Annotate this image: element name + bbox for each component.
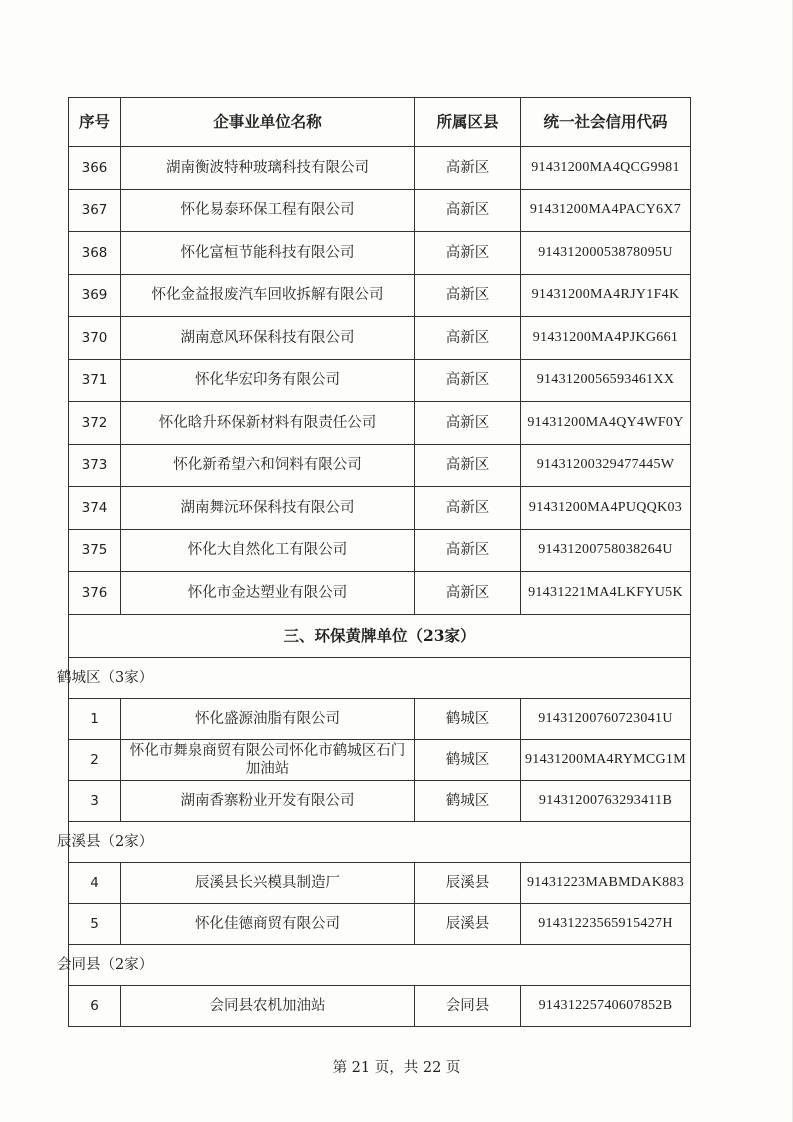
row-code: 91431200MA4PACY6X7 [521,189,691,232]
table-row [69,147,691,190]
row-code: 91431200053878095U [521,232,691,275]
row-district: 辰溪县 [415,862,521,903]
row-name: 湖南舞沅环保科技有限公司 [121,487,415,530]
row-code: 91431223565915427H [521,903,691,944]
table-row [69,232,691,275]
row-code: 91431200760723041U [521,698,691,739]
row-no: 375 [69,529,121,572]
group-label [57,821,691,862]
row-district: 高新区 [415,147,521,190]
row-district: 会同县 [415,985,521,1026]
row-no: 2 [69,739,121,780]
group-label-text: 鹤城区（3家） [57,669,154,686]
row-district: 高新区 [415,232,521,275]
row-code: 91431200MA4PUQQK03 [521,487,691,530]
row-code: 91431200MA4PJKG661 [521,317,691,360]
row-code: 91431200MA4RJY1F4K [521,274,691,317]
row-name: 怀化佳德商贸有限公司 [121,903,415,944]
row-name: 怀化富桓节能科技有限公司 [121,232,415,275]
row-name: 辰溪县长兴模具制造厂 [121,862,415,903]
row-no: 6 [69,985,121,1026]
row-district: 鹤城区 [415,698,521,739]
row-no: 376 [69,572,121,615]
row-district: 高新区 [415,572,521,615]
table-row [69,862,691,903]
table-row [69,487,691,530]
row-name: 怀化市舞泉商贸有限公司怀化市鹤城区石门加油站 [121,739,415,780]
row-name: 会同县农机加油站 [121,985,415,1026]
row-no: 371 [69,359,121,402]
row-district: 高新区 [415,402,521,445]
row-name: 怀化晗升环保新材料有限责任公司 [121,402,415,445]
header-code: 统一社会信用代码 [521,98,691,147]
page-number-text: 第 21 页，共 22 页 [332,1060,461,1076]
row-no: 374 [69,487,121,530]
table-row [69,317,691,360]
row-no: 372 [69,402,121,445]
table-row [69,985,691,1026]
header-no: 序号 [69,98,121,147]
row-name: 怀化市金达塑业有限公司 [121,572,415,615]
row-code: 91431225740607852B [521,985,691,1026]
table-row [69,739,691,780]
group-header-row [69,944,691,985]
row-district: 高新区 [415,359,521,402]
row-district: 高新区 [415,189,521,232]
row-no: 367 [69,189,121,232]
row-code: 91431200MA4QCG9981 [521,147,691,190]
row-code: 91431200758038264U [521,529,691,572]
row-no: 369 [69,274,121,317]
table-header-row [69,98,691,147]
row-district: 高新区 [415,444,521,487]
row-district: 辰溪县 [415,903,521,944]
table-row [69,402,691,445]
header-district: 所属区县 [415,98,521,147]
row-no: 366 [69,147,121,190]
row-code: 91431223MABMDAK883 [521,862,691,903]
row-code: 9143120056593461XX [521,359,691,402]
table-row [69,444,691,487]
table-row [69,903,691,944]
row-district: 鹤城区 [415,780,521,821]
group-label-text: 会同县（2家） [57,956,154,973]
table-row [69,274,691,317]
row-name: 怀化盛源油脂有限公司 [121,698,415,739]
table-row [69,698,691,739]
row-code: 91431221MA4LKFYU5K [521,572,691,615]
row-name: 湖南衡波特种玻璃科技有限公司 [121,147,415,190]
row-no: 4 [69,862,121,903]
row-district: 高新区 [415,317,521,360]
enterprise-table [57,97,691,1027]
group-label-text: 辰溪县（2家） [57,833,154,850]
row-code: 91431200MA4RYMCG1M [521,739,691,780]
row-no: 5 [69,903,121,944]
group-header-row [69,821,691,862]
row-no: 3 [69,780,121,821]
row-no: 373 [69,444,121,487]
row-name: 怀化金益报废汽车回收拆解有限公司 [121,274,415,317]
table-row [69,529,691,572]
table-row [69,189,691,232]
row-no: 1 [69,698,121,739]
row-code: 91431200MA4QY4WF0Y [521,402,691,445]
table-row [69,359,691,402]
row-name: 湖南意风环保科技有限公司 [121,317,415,360]
section-title-row [69,614,691,657]
table-row [69,572,691,615]
row-district: 高新区 [415,529,521,572]
section-title: 三、环保黄牌单位（23家） [69,614,691,657]
row-district: 鹤城区 [415,739,521,780]
group-header-row [69,657,691,698]
row-name: 湖南香寨粉业开发有限公司 [121,780,415,821]
row-code: 91431200763293411B [521,780,691,821]
header-name: 企事业单位名称 [121,98,415,147]
row-name: 怀化易泰环保工程有限公司 [121,189,415,232]
group-label [57,657,691,698]
row-no: 368 [69,232,121,275]
table-row [69,780,691,821]
row-name: 怀化华宏印务有限公司 [121,359,415,402]
row-name: 怀化新希望六和饲料有限公司 [121,444,415,487]
page-footer [0,1056,793,1077]
row-district: 高新区 [415,274,521,317]
row-code: 91431200329477445W [521,444,691,487]
row-no: 370 [69,317,121,360]
row-district: 高新区 [415,487,521,530]
group-label [57,944,691,985]
row-name: 怀化大自然化工有限公司 [121,529,415,572]
